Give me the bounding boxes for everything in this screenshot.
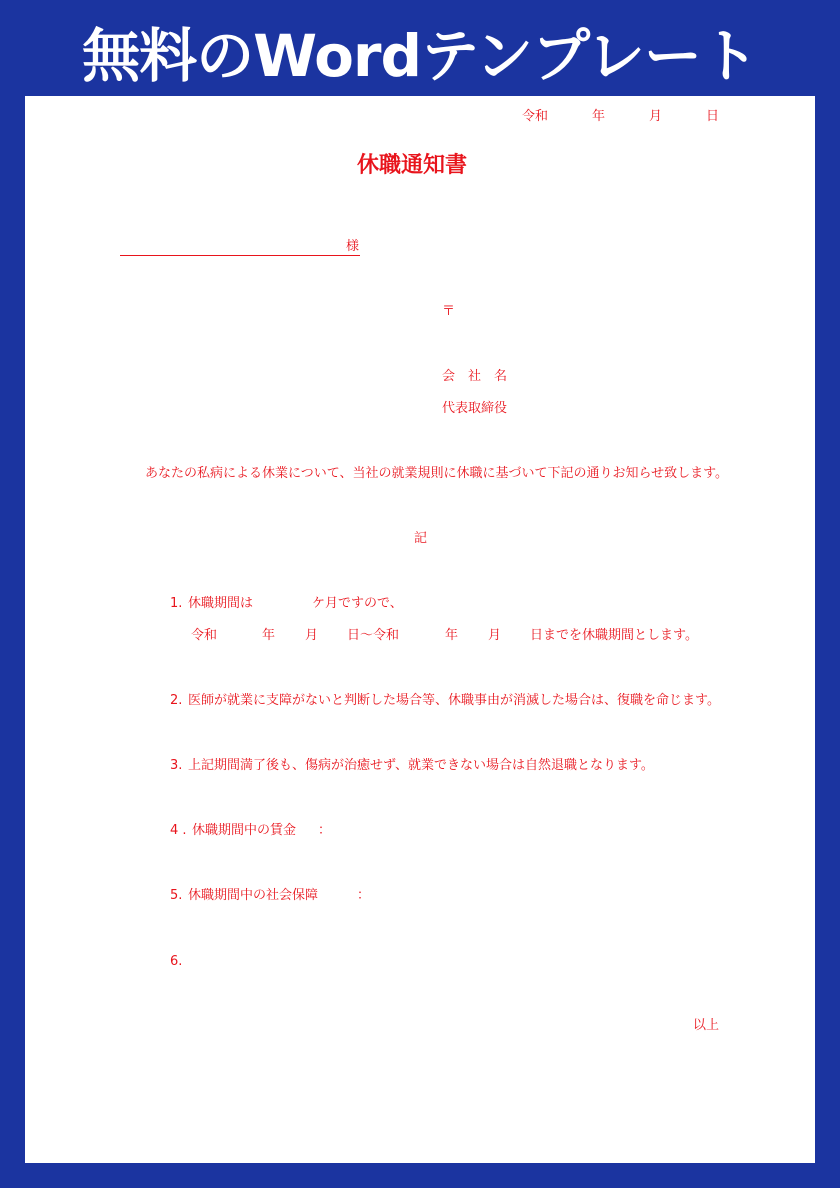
item4-number: 4 . <box>170 823 187 838</box>
period-day-start-to: 日～令和 <box>347 628 400 643</box>
item4-colon: ： <box>318 823 332 838</box>
item5-colon: ： <box>357 888 371 903</box>
addressee-suffix: 様 <box>346 239 360 254</box>
document-page <box>25 96 815 1163</box>
item1-number: 1. <box>170 596 183 611</box>
addressee-underline <box>120 255 360 256</box>
date-month: 月 <box>649 109 663 124</box>
item3-text: 上記期間満了後も、傷病が治癒せず、就業できない場合は自然退職となります。 <box>188 758 654 773</box>
period-end-text: 日までを休職期間とします。 <box>530 628 698 643</box>
item2-number: 2. <box>170 693 183 708</box>
representative-label: 代表取締役 <box>442 401 508 416</box>
intro-text: あなたの私病による休業について、当社の就業規則に休職に基づいて下記の通りお知らせ致します。 <box>145 466 729 481</box>
date-era: 令和 <box>522 109 549 124</box>
item5-number: 5. <box>170 888 183 903</box>
document-title: 休職通知書 <box>357 153 468 178</box>
period-month-start: 月 <box>305 628 319 643</box>
item1-text-a: 休職期間は <box>188 596 254 611</box>
item5-text: 休職期間中の社会保障 <box>188 888 319 903</box>
period-era-start: 令和 <box>191 628 218 643</box>
item6-number: 6. <box>170 954 183 969</box>
item2-text: 医師が就業に支障がないと判断した場合等、休職事由が消滅した場合は、復職を命じます。 <box>188 693 720 708</box>
item4-text: 休職期間中の賃金 <box>192 823 297 838</box>
period-year-end: 年 <box>445 628 459 643</box>
postal-mark: 〒 <box>442 304 456 319</box>
closing-text: 以上 <box>693 1018 720 1033</box>
date-year: 年 <box>592 109 606 124</box>
banner-title: 無料のWordテンプレート <box>82 22 758 90</box>
period-month-end: 月 <box>488 628 502 643</box>
date-day: 日 <box>706 109 720 124</box>
item3-number: 3. <box>170 758 183 773</box>
item1-text-b: ケ月ですので、 <box>312 596 403 611</box>
company-name-label: 会 社 名 <box>442 369 508 384</box>
ki-heading: 記 <box>414 531 428 546</box>
period-year-start: 年 <box>262 628 276 643</box>
